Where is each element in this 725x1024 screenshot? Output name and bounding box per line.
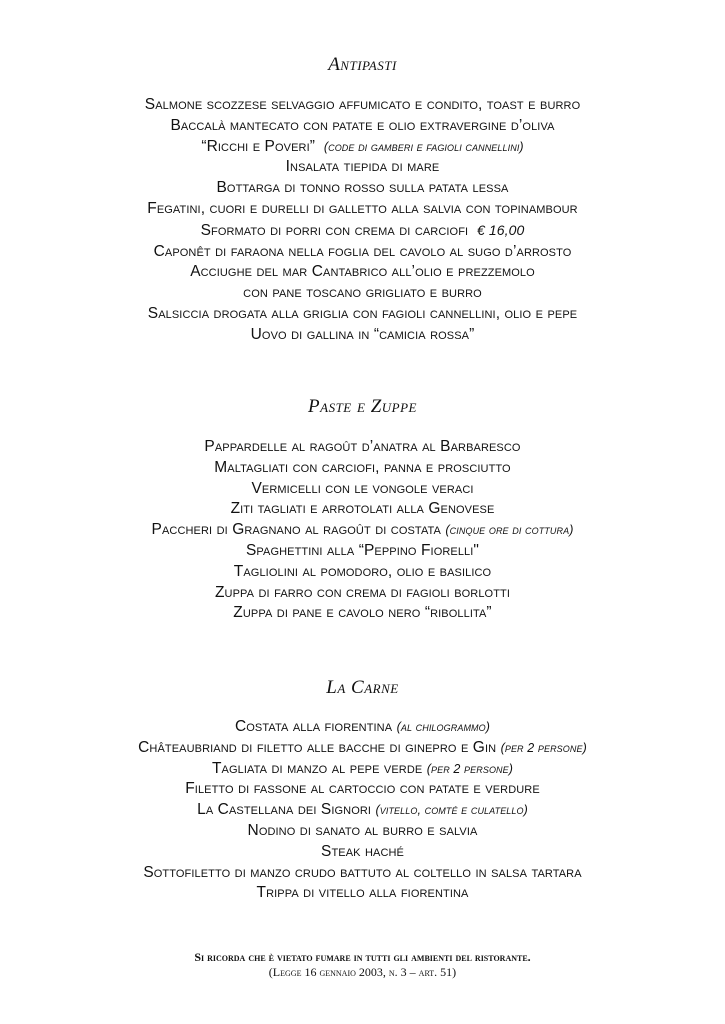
- list-item: [0, 220, 725, 242]
- no-smoking-notice: Si ricorda che è vietato fumare in tutti gli ambienti del ristorante.: [194, 950, 531, 964]
- dish-name: Bottarga di tonno rosso sulla patata lessa: [216, 179, 509, 197]
- list-item: [0, 583, 725, 604]
- list-item: [0, 199, 725, 220]
- dish-name: Pappardelle al ragoût d’anatra al Barbaresco: [204, 438, 521, 455]
- dish-name: Steak haché: [321, 842, 404, 860]
- list-item: [0, 262, 725, 283]
- paste-list: [0, 437, 725, 624]
- list-item: [0, 738, 725, 759]
- dish-name: Zuppa di pane e cavolo nero “ribollita”: [233, 604, 492, 622]
- footer-notice: [0, 950, 725, 980]
- law-reference: (Legge 16 gennaio 2003, n. 3 – art. 51): [268, 965, 457, 979]
- dish-name: La Castellana dei Signori: [197, 801, 372, 819]
- dish-note: (per 2 persone): [426, 761, 514, 776]
- section-title-la-carne: La Carne: [326, 677, 399, 698]
- dish-name: “Ricchi e Poveri”: [201, 137, 315, 155]
- list-item: [0, 95, 725, 116]
- dish-name: Tagliolini al pomodoro, olio e basilico: [233, 562, 492, 580]
- list-item: [0, 157, 725, 178]
- list-item: [0, 541, 725, 562]
- dish-note: (al chilogrammo): [396, 720, 491, 734]
- list-item: [0, 178, 725, 199]
- list-item: [0, 116, 725, 137]
- dish-name: Nodino di sanato al burro e salvia: [247, 821, 478, 839]
- list-item: [0, 759, 725, 780]
- list-item: [0, 304, 725, 325]
- list-item: [0, 520, 725, 541]
- dish-note: (vitello, comté e culatello): [375, 803, 528, 818]
- list-item: [0, 458, 725, 479]
- dish-name: Paccheri di Gragnano al ragoût di costata: [151, 521, 441, 539]
- carne-list: [0, 717, 725, 904]
- list-item: [0, 821, 725, 842]
- dish-name: Salmone scozzese selvaggio affumicato e condito, toast e burro: [144, 96, 581, 113]
- section-title-antipasti: Antipasti: [328, 54, 397, 75]
- dish-name: con pane toscano grigliato e burro: [243, 284, 482, 302]
- list-item: [0, 437, 725, 458]
- list-item: [0, 499, 725, 520]
- dish-name: Salsiccia drogata alla griglia con fagioli cannellini, olio e pepe: [147, 304, 578, 322]
- list-item: [0, 603, 725, 624]
- list-item: [0, 137, 725, 158]
- dish-note: (per 2 persone): [500, 740, 587, 755]
- dish-note: (cinque ore di cottura): [445, 523, 574, 538]
- list-item: [0, 842, 725, 863]
- dish-name: Sottofiletto di manzo crudo battuto al coltello in salsa tartara: [143, 863, 582, 881]
- dish-name: Châteaubriand di filetto alle bacche di ginepro e Gin: [138, 738, 497, 756]
- dish-name: Costata alla fiorentina: [234, 718, 393, 735]
- dish-name: Uovo di gallina in “camicia rossa”: [250, 325, 475, 343]
- dish-name: Tagliata di manzo al pepe verde: [211, 759, 423, 777]
- dish-name: Acciughe del mar Cantabrico all’olio e prezzemolo: [190, 263, 535, 281]
- dish-name: Sformato di porri con crema di carciofi: [200, 221, 469, 239]
- dish-name: Spaghettini alla “Peppino Fiorelli": [245, 541, 480, 559]
- list-item: [0, 479, 725, 500]
- list-item: [0, 800, 725, 821]
- dish-name: Insalata tiepida di mare: [285, 158, 440, 176]
- list-item: [0, 325, 725, 346]
- dish-name: Caponêt di faraona nella foglia del cavolo al sugo d’arrosto: [153, 242, 572, 260]
- list-item: [0, 779, 725, 800]
- list-item: [0, 242, 725, 263]
- dish-name: Baccalà mantecato con patate e olio extravergine d’oliva: [170, 116, 555, 134]
- dish-name: Vermicelli con le vongole veraci: [251, 479, 474, 497]
- list-item: [0, 562, 725, 583]
- dish-name: Maltagliati con carciofi, panna e prosciutto: [214, 458, 511, 476]
- section-title-paste-e-zuppe: Paste e Zuppe: [308, 396, 417, 417]
- list-item: [0, 863, 725, 884]
- list-item: [0, 883, 725, 904]
- dish-name: Zuppa di farro con crema di fagioli borlotti: [214, 583, 510, 601]
- dish-name: Ziti tagliati e arrotolati alla Genovese: [230, 500, 495, 518]
- antipasti-list: [0, 95, 725, 346]
- dish-note: (code di gamberi e fagioli cannellini): [323, 139, 524, 154]
- list-item: [0, 283, 725, 304]
- dish-name: Trippa di vitello alla fiorentina: [256, 884, 469, 902]
- list-item: [0, 717, 725, 738]
- dish-name: Filetto di fassone al cartoccio con patate e verdure: [185, 780, 540, 798]
- dish-name: Fegatini, cuori e durelli di galletto alla salvia con topinambour: [147, 199, 578, 217]
- dish-price: € 16,00: [477, 221, 525, 238]
